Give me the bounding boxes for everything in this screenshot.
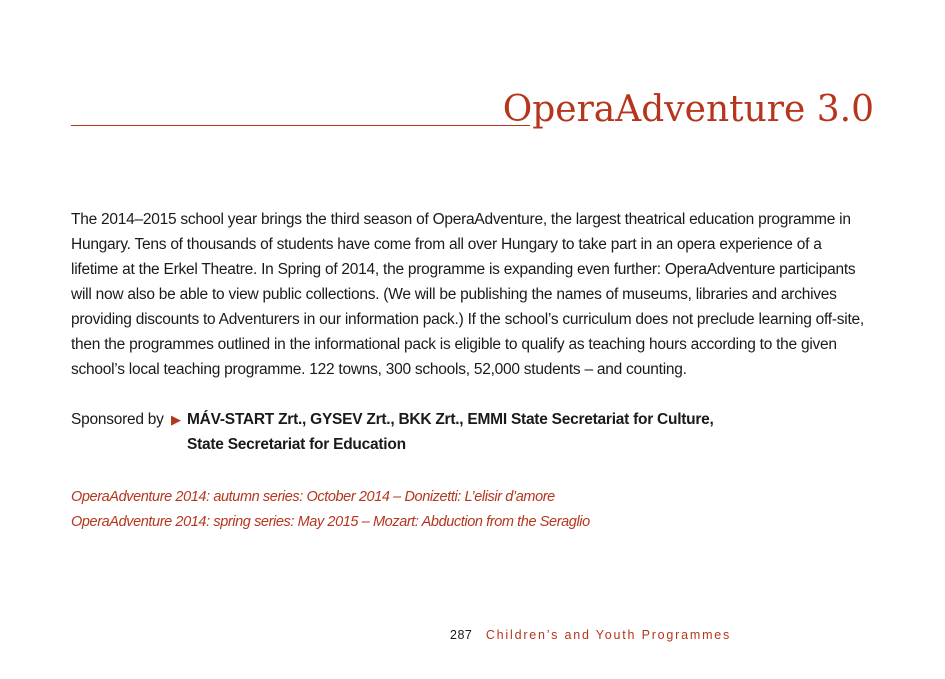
intro-paragraph: The 2014–2015 school year brings the third season of OperaAdventure, the largest theatrical education programme in Hungary. Tens of thousands of students have come from all over Hungary to take part in an opera experience of a lifetime at the Erkel Theatre. In Spring of 2014, the programme is expanding even further: OperaAdventure participants will now also be able to view public collections. (We will be publishing the names of museums, libraries and archives providing discounts to Adventurers in our information pack.) If the school’s curriculum does not preclude learning off-site, then the programmes outlined in the informational pack is eligible to qualify as teaching hours according to the given school’s local teaching programme. 122 towns, 300 schools, 52,000 students – and counting. xyxy=(71,211,864,378)
sponsor-label: Sponsored by xyxy=(71,411,164,428)
page-title: OperaAdventure 3.0 xyxy=(502,89,874,130)
page-footer xyxy=(450,626,731,644)
sponsor-names: MÁV-START Zrt., GYSEV Zrt., BKK Zrt., EMMI State Secretariat for Culture, State Secretariat for Education xyxy=(187,411,714,453)
series-list xyxy=(71,485,590,535)
title-rule xyxy=(71,125,530,126)
arrow-right-icon: ▶ xyxy=(171,412,181,427)
page-number: 287 xyxy=(450,628,473,642)
section-name: Children’s and Youth Programmes xyxy=(485,628,732,642)
series-autumn: OperaAdventure 2014: autumn series: October 2014 – Donizetti: L’elisir d’amore xyxy=(71,489,555,505)
series-spring: OperaAdventure 2014: spring series: May 2015 – Mozart: Abduction from the Seraglio xyxy=(71,514,590,530)
